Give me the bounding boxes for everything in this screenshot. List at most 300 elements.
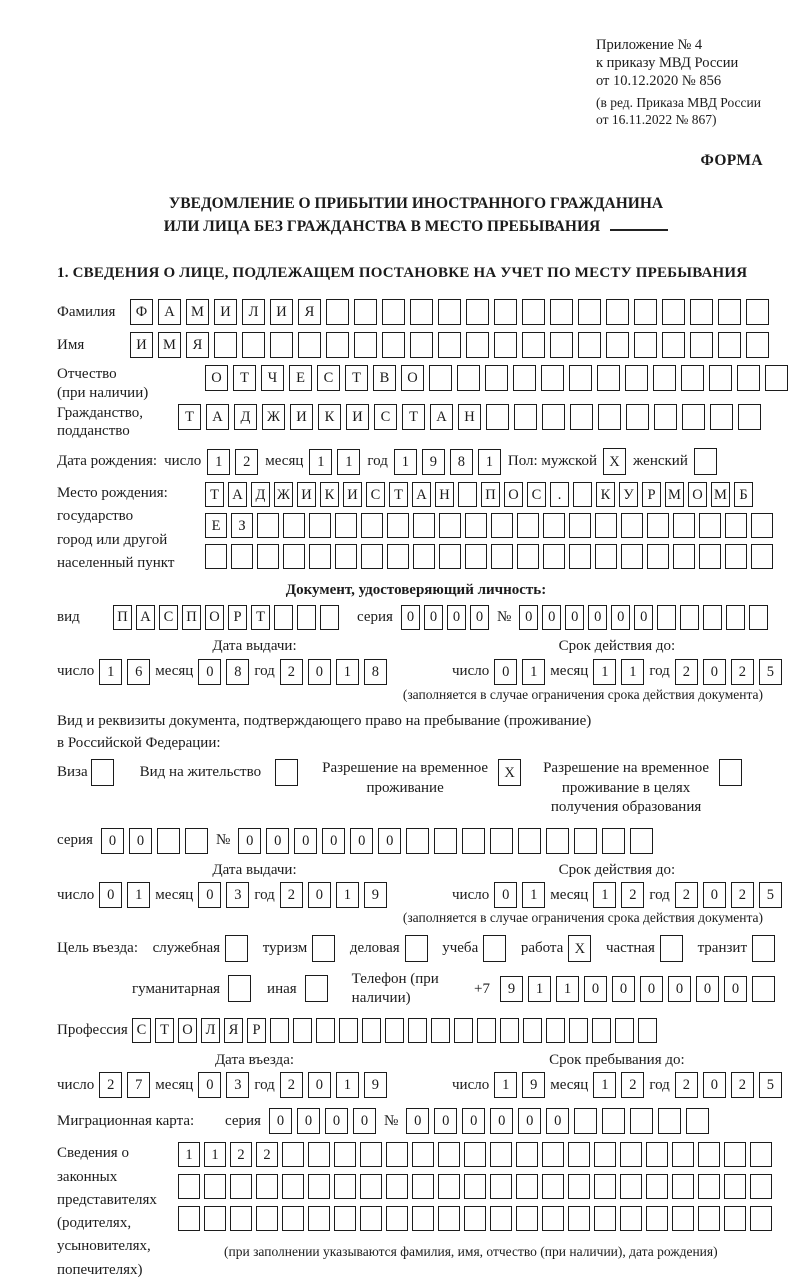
char-cell [725, 513, 747, 538]
phone-row [132, 970, 775, 1008]
char-cell [274, 605, 293, 630]
char-cell [326, 299, 349, 325]
char-cell [726, 605, 745, 630]
birthplace-label-l3: город или другой [57, 531, 168, 548]
res-valid-month-cells [593, 882, 644, 908]
char-cell [621, 513, 643, 538]
char-cell: Т [155, 1018, 174, 1043]
char-cell [737, 365, 760, 391]
char-cell [360, 1206, 382, 1231]
char-cell [462, 828, 485, 854]
char-cell: И [343, 482, 362, 507]
patronymic-label-l1: Отчество [57, 366, 117, 383]
char-cell [491, 544, 513, 569]
temp-residence-checkbox [498, 759, 521, 786]
char-cell: 9 [364, 882, 387, 908]
char-cell [686, 1108, 709, 1134]
char-cell: 0 [308, 882, 331, 908]
char-cell [438, 299, 461, 325]
char-cell: 0 [353, 1108, 376, 1134]
char-cell [464, 1142, 486, 1167]
char-cell: Е [205, 513, 227, 538]
char-cell: Т [402, 404, 425, 430]
char-cell: 2 [621, 882, 644, 908]
doc-valid-month-cells [593, 659, 644, 685]
doc-kind-label: вид [57, 609, 80, 626]
stay-year-cells [675, 1072, 782, 1098]
char-cell: З [231, 513, 253, 538]
char-cell [546, 828, 569, 854]
char-cell [406, 828, 429, 854]
char-cell: Т [178, 404, 201, 430]
birth-day-cells [207, 449, 258, 475]
char-cell: 0 [703, 882, 726, 908]
char-cell: X [498, 759, 521, 786]
char-cell [242, 332, 265, 358]
birthplace-label [57, 482, 205, 575]
char-cell [620, 1206, 642, 1231]
mig-number-cells [406, 1108, 709, 1134]
char-cell: 7 [127, 1072, 150, 1098]
representatives-label-l4: (родителях, [57, 1215, 132, 1232]
char-cell [657, 605, 676, 630]
char-cell [500, 1018, 519, 1043]
sex-male-checkbox [603, 448, 626, 475]
char-cell: 1 [204, 1142, 226, 1167]
char-cell: И [290, 404, 313, 430]
year-label: год [254, 886, 275, 903]
char-cell [751, 513, 773, 538]
char-cell [569, 544, 591, 569]
doc-dates-row [57, 637, 775, 685]
char-cell [494, 299, 517, 325]
char-cell: Р [247, 1018, 266, 1043]
stay-month-cells [593, 1072, 644, 1098]
char-cell [335, 513, 357, 538]
purpose-work-label: работа [520, 940, 564, 957]
char-cell: 1 [127, 882, 150, 908]
char-cell: 2 [99, 1072, 122, 1098]
name-cells [130, 332, 769, 358]
char-cell: О [504, 482, 523, 507]
res-issue-day-cells [99, 882, 150, 908]
char-cell [157, 828, 180, 854]
char-cell [573, 482, 592, 507]
representatives-label-l2: законных [57, 1168, 118, 1185]
char-cell [569, 513, 591, 538]
char-cell [699, 544, 721, 569]
char-cell: Д [251, 482, 270, 507]
purpose-transit-checkbox [752, 935, 775, 962]
birthplace-label-l1: Место рождения: [57, 485, 168, 502]
res-valid-year-cells [675, 882, 782, 908]
char-cell: У [619, 482, 638, 507]
char-cell [465, 544, 487, 569]
char-cell [569, 1018, 588, 1043]
char-cell [602, 1108, 625, 1134]
birthplace-block [57, 482, 775, 575]
char-cell: С [366, 482, 385, 507]
char-cell: 0 [198, 659, 221, 685]
char-cell: 0 [494, 882, 517, 908]
char-cell: В [373, 365, 396, 391]
char-cell: 0 [588, 605, 607, 630]
char-cell [387, 513, 409, 538]
char-cell [765, 365, 788, 391]
char-cell [673, 544, 695, 569]
char-cell: Н [458, 404, 481, 430]
char-cell [438, 1174, 460, 1199]
birth-city-cells-2 [205, 544, 773, 569]
res-issue-date-label: Дата выдачи: [212, 861, 297, 878]
char-cell [283, 544, 305, 569]
char-cell [542, 1206, 564, 1231]
char-cell [282, 1142, 304, 1167]
temp-residence-label-l1: Разрешение на временное [322, 760, 489, 777]
temp-residence-edu-label-l3: получения образования [550, 799, 702, 816]
char-cell [578, 299, 601, 325]
char-cell [275, 759, 298, 786]
char-cell: 2 [675, 882, 698, 908]
char-cell: Т [205, 482, 224, 507]
char-cell: 0 [519, 605, 538, 630]
char-cell [204, 1206, 226, 1231]
char-cell [709, 365, 732, 391]
mig-series-cells [269, 1108, 376, 1134]
char-cell [283, 513, 305, 538]
char-cell: С [374, 404, 397, 430]
char-cell: С [159, 605, 178, 630]
char-cell: 8 [364, 659, 387, 685]
char-cell [653, 365, 676, 391]
char-cell: Я [298, 299, 321, 325]
char-cell: 0 [634, 605, 653, 630]
char-cell [718, 299, 741, 325]
purpose-humanitarian-label: гуманитарная [132, 980, 221, 997]
char-cell [703, 605, 722, 630]
char-cell [360, 1174, 382, 1199]
char-cell: А [158, 299, 181, 325]
char-cell: И [130, 332, 153, 358]
char-cell: 2 [731, 882, 754, 908]
char-cell [386, 1142, 408, 1167]
char-cell [270, 332, 293, 358]
day-label: число [57, 886, 95, 903]
char-cell: К [596, 482, 615, 507]
char-cell: 0 [308, 659, 331, 685]
sex-female-label: женский [633, 453, 688, 470]
visa-label: Виза [57, 764, 88, 781]
res-number-cells [238, 828, 653, 854]
residence-doc-line1: Вид и реквизиты документа, подтверждающего право на пребывание (проживание) [57, 712, 592, 729]
char-cell [594, 1206, 616, 1231]
char-cell: О [205, 605, 224, 630]
char-cell [387, 544, 409, 569]
char-cell: 0 [198, 882, 221, 908]
patronymic-cells [205, 365, 788, 391]
res-issue-year-cells [280, 882, 387, 908]
day-label: число [452, 1077, 490, 1094]
sex-male-label: Пол: мужской [507, 453, 598, 470]
char-cell: П [113, 605, 132, 630]
char-cell: 5 [759, 882, 782, 908]
month-label: месяц [550, 663, 589, 680]
char-cell: 0 [238, 828, 261, 854]
temp-residence-edu-label-l1: Разрешение на временное [543, 760, 710, 777]
res-valid-until-label: Срок действия до: [558, 861, 676, 878]
char-cell [574, 1108, 597, 1134]
month-label: месяц [155, 1077, 194, 1094]
char-cell [746, 299, 769, 325]
char-cell: Ж [262, 404, 285, 430]
char-cell [309, 513, 331, 538]
char-cell: 1 [178, 1142, 200, 1167]
char-cell: 0 [101, 828, 124, 854]
char-cell: 3 [226, 1072, 249, 1098]
year-label: год [254, 663, 275, 680]
doc-series-cells [401, 605, 489, 630]
char-cell: И [346, 404, 369, 430]
form-title [57, 193, 775, 239]
migration-card-label: Миграционная карта: [57, 1113, 195, 1130]
char-cell [214, 332, 237, 358]
doc-issue-day-cells [99, 659, 150, 685]
char-cell [594, 1174, 616, 1199]
profession-cells [132, 1018, 657, 1043]
char-cell [477, 1018, 496, 1043]
char-cell [516, 1174, 538, 1199]
day-label: число [57, 663, 95, 680]
char-cell [464, 1174, 486, 1199]
doc-valid-until-label: Срок действия до: [558, 637, 676, 654]
residence-doc-line2: в Российской Федерации: [57, 735, 221, 752]
char-cell [522, 332, 545, 358]
char-cell: 1 [336, 882, 359, 908]
char-cell: Е [289, 365, 312, 391]
res-series-cells [101, 828, 208, 854]
char-cell: 2 [235, 449, 258, 475]
representatives-note: (при заполнении указываются фамилия, имя, отчество (при наличии), дата рождения) [224, 1244, 718, 1260]
purpose-tourism-checkbox [312, 935, 335, 962]
char-cell: С [132, 1018, 151, 1043]
char-cell: А [136, 605, 155, 630]
char-cell [699, 513, 721, 538]
purpose-row [57, 935, 775, 962]
char-cell: С [527, 482, 546, 507]
char-cell [293, 1018, 312, 1043]
char-cell [91, 759, 114, 786]
char-cell: 1 [522, 882, 545, 908]
char-cell [694, 448, 717, 475]
doc-series-label: серия [357, 609, 393, 626]
char-cell: Т [233, 365, 256, 391]
char-cell [724, 1174, 746, 1199]
day-label: число [164, 453, 202, 470]
char-cell: 6 [127, 659, 150, 685]
purpose-other-label: иная [267, 980, 297, 997]
char-cell [308, 1142, 330, 1167]
char-cell [514, 404, 537, 430]
char-cell: 0 [378, 828, 401, 854]
doc-issue-year-cells [280, 659, 387, 685]
char-cell [438, 1142, 460, 1167]
char-cell: 1 [593, 1072, 616, 1098]
char-cell: 1 [336, 659, 359, 685]
char-cell [625, 365, 648, 391]
char-cell [682, 404, 705, 430]
char-cell [660, 935, 683, 962]
char-cell [662, 332, 685, 358]
char-cell [750, 1174, 772, 1199]
char-cell: 9 [522, 1072, 545, 1098]
purpose-official-checkbox [225, 935, 248, 962]
char-cell [550, 299, 573, 325]
appendix-line: Приложение № 4 [596, 37, 703, 53]
char-cell: 0 [470, 605, 489, 630]
char-cell: М [186, 299, 209, 325]
char-cell: 0 [724, 976, 747, 1002]
char-cell: 0 [494, 659, 517, 685]
temp-residence-edu-label-l2: проживание в целях [561, 779, 691, 796]
char-cell [320, 605, 339, 630]
char-cell [672, 1142, 694, 1167]
stay-day-cells [494, 1072, 545, 1098]
char-cell [518, 828, 541, 854]
char-cell [634, 299, 657, 325]
purpose-private-checkbox [660, 935, 683, 962]
char-cell: М [711, 482, 730, 507]
char-cell: Л [201, 1018, 220, 1043]
char-cell: . [550, 482, 569, 507]
sex-female-checkbox [694, 448, 717, 475]
migration-card-row [57, 1108, 775, 1134]
purpose-business-label: деловая [349, 940, 400, 957]
name-row [57, 332, 775, 358]
char-cell: 0 [269, 1108, 292, 1134]
citizenship-label-l2: подданство [57, 423, 130, 440]
char-cell: Р [228, 605, 247, 630]
representatives-cells-1 [178, 1142, 772, 1167]
char-cell [680, 605, 699, 630]
char-cell [439, 513, 461, 538]
char-cell [464, 1206, 486, 1231]
char-cell [204, 1174, 226, 1199]
char-cell: Ж [274, 482, 293, 507]
char-cell: 0 [518, 1108, 541, 1134]
char-cell [256, 1206, 278, 1231]
char-cell [334, 1174, 356, 1199]
char-cell [638, 1018, 657, 1043]
char-cell [615, 1018, 634, 1043]
phone-cells [500, 976, 775, 1002]
char-cell [570, 404, 593, 430]
char-cell [382, 332, 405, 358]
char-cell: 0 [668, 976, 691, 1002]
char-cell: 1 [207, 449, 230, 475]
char-cell [490, 1174, 512, 1199]
char-cell: 0 [424, 605, 443, 630]
year-label: год [367, 453, 388, 470]
char-cell [673, 513, 695, 538]
char-cell [178, 1206, 200, 1231]
char-cell [490, 1206, 512, 1231]
representatives-block [57, 1142, 775, 1282]
char-cell [568, 1174, 590, 1199]
char-cell [662, 299, 685, 325]
char-cell [620, 1142, 642, 1167]
char-cell: 0 [490, 1108, 513, 1134]
char-cell: А [412, 482, 431, 507]
char-cell [634, 332, 657, 358]
char-cell: 1 [556, 976, 579, 1002]
surname-row [57, 299, 775, 325]
char-cell: 2 [280, 882, 303, 908]
char-cell [205, 544, 227, 569]
residence-permit-checkbox [275, 759, 298, 786]
representatives-label-l6: попечителях) [57, 1261, 143, 1278]
char-cell [672, 1206, 694, 1231]
char-cell [256, 1174, 278, 1199]
char-cell: 0 [350, 828, 373, 854]
char-cell [620, 1174, 642, 1199]
char-cell [598, 404, 621, 430]
year-label: год [254, 1077, 275, 1094]
char-cell: 2 [230, 1142, 252, 1167]
representatives-label [57, 1142, 178, 1282]
appendix-note-line: от 16.11.2022 № 867) [596, 112, 717, 128]
char-cell: 1 [337, 449, 360, 475]
entry-year-cells [280, 1072, 387, 1098]
char-cell: 2 [731, 659, 754, 685]
char-cell [646, 1142, 668, 1167]
purpose-tourism-label: туризм [262, 940, 308, 957]
entry-dates-row [57, 1051, 775, 1099]
char-cell [339, 1018, 358, 1043]
char-cell [438, 1206, 460, 1231]
char-cell [413, 544, 435, 569]
doc-issue-month-cells [198, 659, 249, 685]
char-cell: 0 [434, 1108, 457, 1134]
char-cell [597, 365, 620, 391]
char-cell [231, 544, 253, 569]
char-cell [542, 404, 565, 430]
char-cell [308, 1174, 330, 1199]
month-label: месяц [550, 886, 589, 903]
residence-permit-label: Вид на жительство [139, 764, 262, 781]
purpose-work-checkbox [568, 935, 591, 962]
char-cell [410, 332, 433, 358]
char-cell: О [178, 1018, 197, 1043]
char-cell [724, 1142, 746, 1167]
entry-date-label: Дата въезда: [214, 1051, 295, 1068]
char-cell: 3 [226, 882, 249, 908]
char-cell [408, 1018, 427, 1043]
char-cell: М [665, 482, 684, 507]
char-cell: 0 [462, 1108, 485, 1134]
char-cell [568, 1142, 590, 1167]
doc-valid-day-cells [494, 659, 545, 685]
purpose-label: Цель въезда: [57, 940, 138, 957]
birthplace-label-l4: населенный пункт [57, 554, 175, 571]
char-cell: 0 [308, 1072, 331, 1098]
doc-valid-year-cells [675, 659, 782, 685]
char-cell [360, 1142, 382, 1167]
birth-city-cells-1 [205, 513, 773, 538]
char-cell [230, 1206, 252, 1231]
char-cell: Р [642, 482, 661, 507]
char-cell [690, 299, 713, 325]
char-cell [542, 1142, 564, 1167]
